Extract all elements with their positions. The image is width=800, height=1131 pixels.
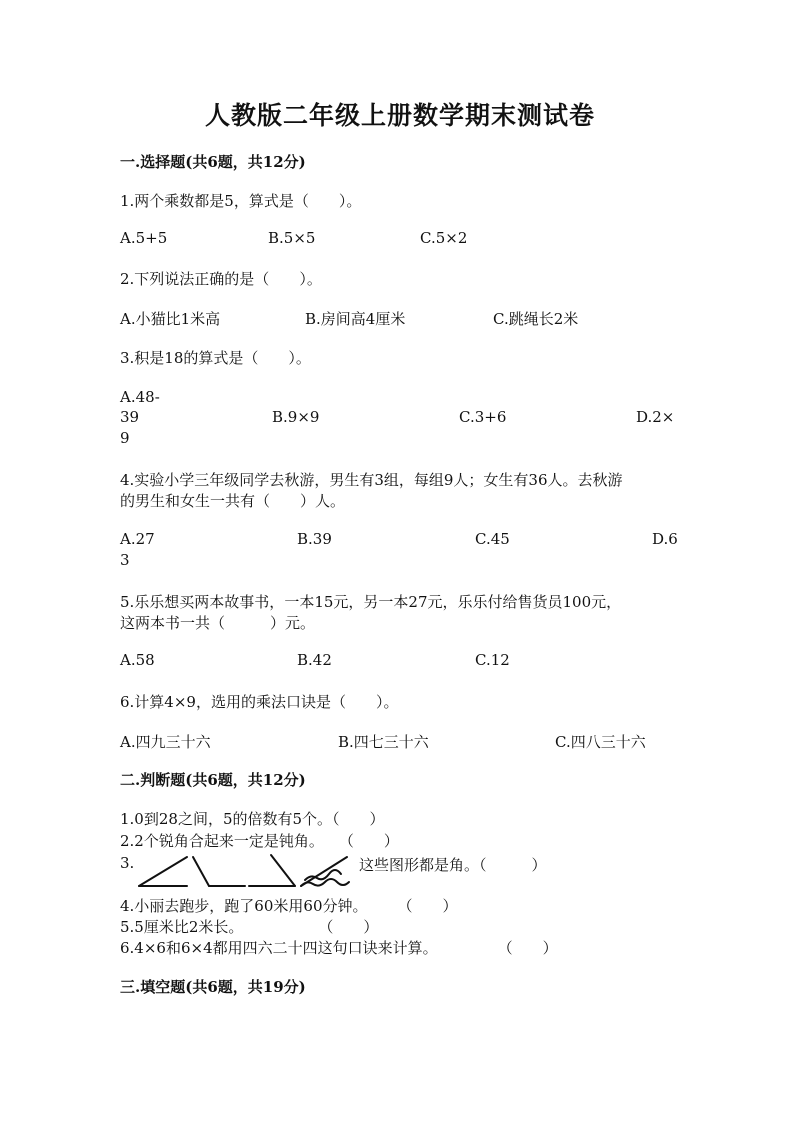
question-6-stem: 6.计算4×9，选用的乘法口诀是（ ）。 bbox=[120, 693, 399, 711]
question-6-option-c: C.四八三十六 bbox=[555, 733, 646, 751]
question-2-option-b: B.房间高4厘米 bbox=[305, 310, 406, 328]
question-3-option-d-wrap: 9 bbox=[120, 429, 130, 447]
judgement-item-4: 4.小丽去跑步，跑了60米用60分钟。 （ ） bbox=[120, 897, 458, 915]
question-3-stem: 3.积是18的算式是（ ）。 bbox=[120, 349, 311, 367]
question-1-option-c: C.5×2 bbox=[420, 229, 468, 247]
question-2-option-c: C.跳绳长2米 bbox=[493, 310, 579, 328]
angle-figure-2-ray-a bbox=[193, 857, 209, 886]
judgement-item-3-text: 这些图形都是角。（ ） bbox=[359, 856, 547, 874]
question-4-stem-line2: 的男生和女生一共有（ ）人。 bbox=[120, 492, 346, 510]
question-2-stem: 2.下列说法正确的是（ ）。 bbox=[120, 270, 322, 288]
judgement-item-2: 2.2个锐角合起来一定是钝角。 （ ） bbox=[120, 832, 399, 850]
page-title: 人教版二年级上册数学期末测试卷 bbox=[204, 101, 595, 130]
section-heading-judgement: 二.判断题(共6题，共12分) bbox=[120, 771, 306, 789]
angle-figure-1-ray-a bbox=[139, 857, 187, 886]
question-3-option-a-wrap: 39 bbox=[120, 408, 140, 426]
question-3-option-a: A.48- bbox=[120, 388, 160, 406]
question-4-stem: 4.实验小学三年级同学去秋游，男生有3组，每组9人；女生有36人。去秋游 bbox=[120, 471, 623, 489]
question-1-stem: 1.两个乘数都是5，算式是（ ）。 bbox=[120, 192, 362, 210]
question-3-option-b: B.9×9 bbox=[272, 408, 320, 426]
question-2-option-a: A.小猫比1米高 bbox=[120, 310, 221, 328]
angle-figures bbox=[135, 852, 355, 892]
judgement-item-5: 5.5厘米比2米长。 （ ） bbox=[120, 918, 379, 936]
angle-figure-3-ray-b bbox=[271, 855, 295, 886]
judgement-item-1: 1.0到28之间，5的倍数有5个。（ ） bbox=[120, 810, 385, 828]
question-5-option-c: C.12 bbox=[475, 651, 510, 669]
judgement-item-6: 6.4×6和6×4都用四六二十四这句口诀来计算。 （ ） bbox=[120, 939, 558, 957]
question-4-option-d-wrap: 3 bbox=[120, 551, 130, 569]
angle-figure-4-wavy-side bbox=[301, 879, 349, 886]
question-5-stem-line2: 这两本书一共（ ）元。 bbox=[120, 614, 316, 632]
question-4-option-c: C.45 bbox=[475, 530, 510, 548]
question-1-option-b: B.5×5 bbox=[268, 229, 316, 247]
section-heading-fill-blank: 三.填空题(共6题，共19分) bbox=[120, 978, 306, 996]
question-3-option-c: C.3+6 bbox=[459, 408, 507, 426]
judgement-item-3-number: 3. bbox=[120, 854, 135, 872]
question-4-option-a: A.27 bbox=[120, 530, 155, 548]
question-3-option-d: D.2× bbox=[636, 408, 675, 426]
question-4-option-d: D.6 bbox=[652, 530, 678, 548]
question-5-stem: 5.乐乐想买两本故事书，一本15元，另一本27元，乐乐付给售货员100元， bbox=[120, 593, 622, 611]
question-6-option-a: A.四九三十六 bbox=[120, 733, 211, 751]
question-6-option-b: B.四七三十六 bbox=[338, 733, 429, 751]
question-1-option-a: A.5+5 bbox=[120, 229, 168, 247]
question-4-option-b: B.39 bbox=[297, 530, 332, 548]
question-5-option-b: B.42 bbox=[297, 651, 332, 669]
question-5-option-a: A.58 bbox=[120, 651, 155, 669]
section-heading-choice: 一.选择题(共6题，共12分) bbox=[120, 153, 306, 171]
